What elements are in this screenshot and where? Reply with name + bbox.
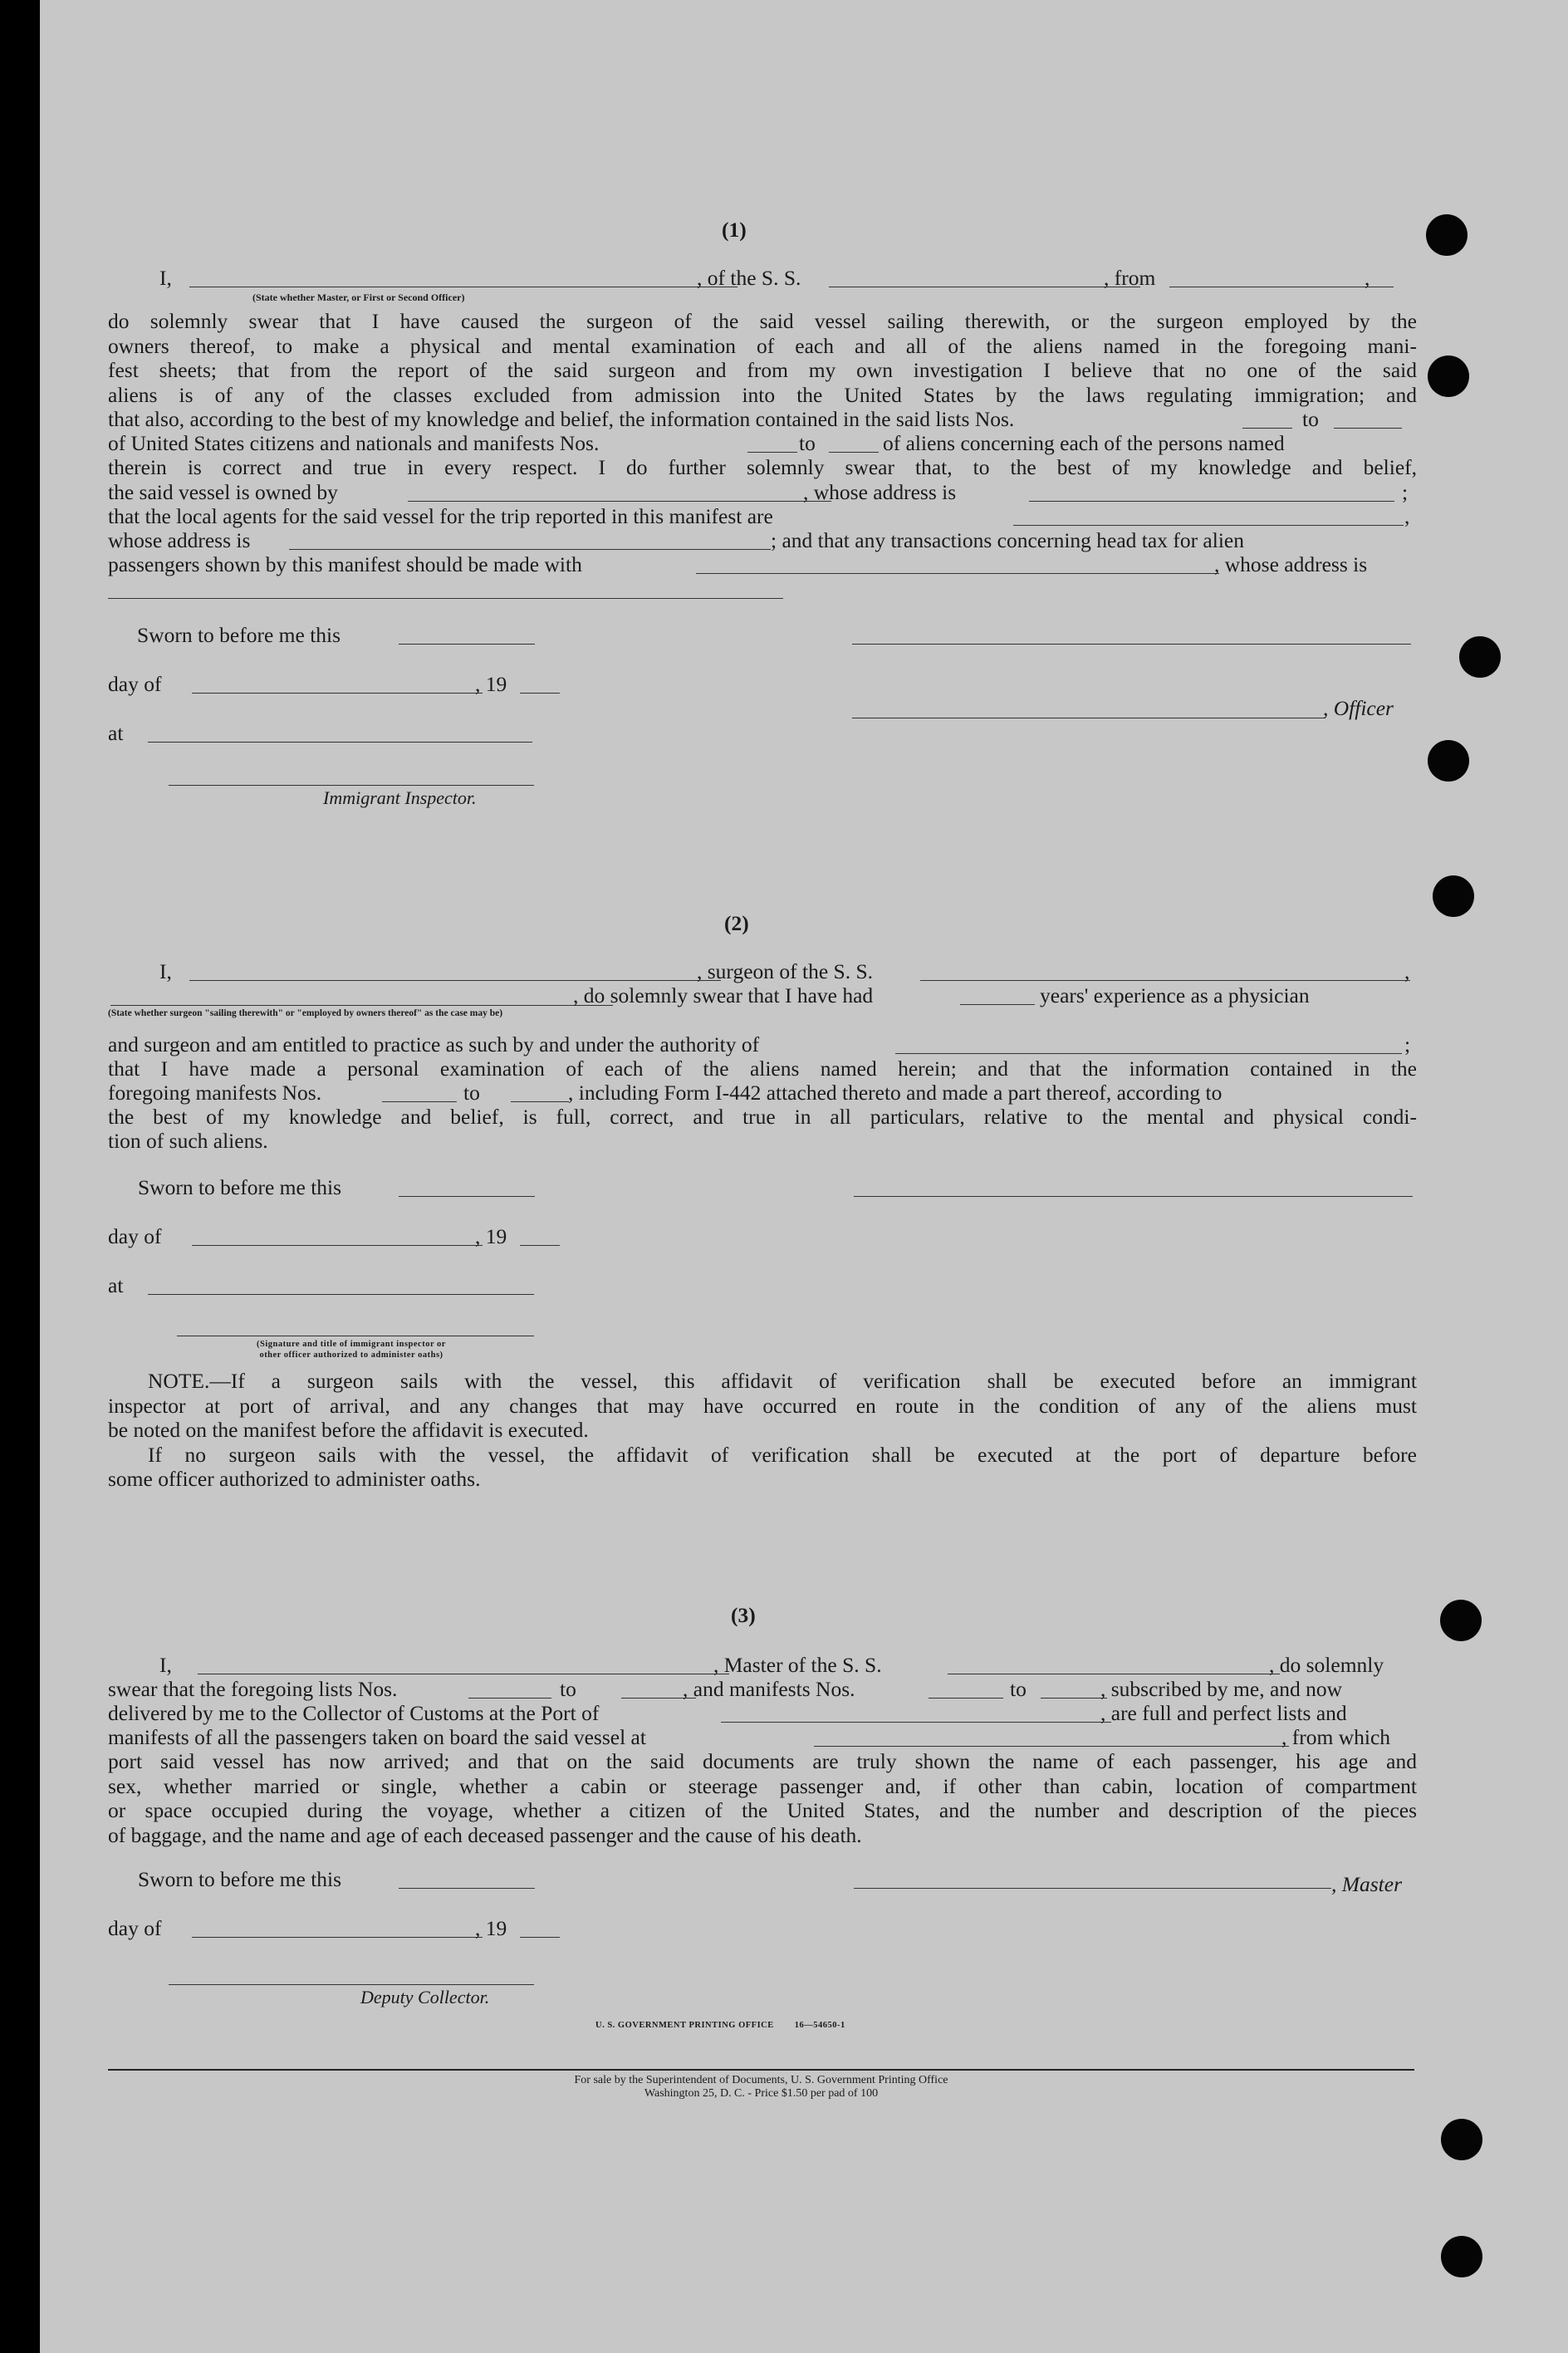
s2-manifests-to-field[interactable] <box>511 1101 569 1102</box>
s2-exam-text: that I have made a personal examination of each of the aliens named herein; and that the information contained in the <box>108 1056 1417 1081</box>
s2-status-note: (State whether surgeon "sailing therewith" or "employed by owners thereof" as the case may be) <box>108 1008 503 1018</box>
s1-owner-address-field[interactable] <box>1029 501 1394 502</box>
s1-semicolon: ; <box>1402 480 1409 504</box>
s3-boarding-port-field[interactable] <box>814 1746 1289 1747</box>
s1-further-text: therein is correct and true in every respect. I do further solemnly swear that, to the best of my knowledge and belief, <box>108 455 1417 479</box>
s1-year: , 19 <box>475 672 507 696</box>
section-2-number: (2) <box>724 911 749 935</box>
s1-manifests-to: to <box>799 431 816 455</box>
s1-headtax-address-field[interactable] <box>108 598 783 599</box>
s2-comma: , <box>1404 959 1410 983</box>
gpo-imprint: U. S. GOVERNMENT PRINTING OFFICE 16—54650-1 <box>595 2021 845 2030</box>
s2-note-line: some officer authorized to administer oaths. <box>108 1467 481 1491</box>
s2-note-line: If no surgeon sails with the vessel, the affidavit of verification shall be executed at the port of departure before <box>148 1442 1417 1467</box>
s2-year-field[interactable] <box>520 1245 560 1246</box>
s1-aliens-text: of aliens concerning each of the persons named <box>883 431 1285 455</box>
s3-lists-from-field[interactable] <box>468 1698 551 1699</box>
s3-day-of: day of <box>108 1916 162 1940</box>
s3-manifests-to-field[interactable] <box>1041 1698 1107 1699</box>
s3-manifests-from-field[interactable] <box>929 1698 1003 1699</box>
form-page <box>40 0 1568 2353</box>
s1-oath-line: owners thereof, to make a physical and mental examination of each and all of the aliens named in the foregoing mani- <box>108 333 1417 358</box>
s1-comma: , <box>1365 266 1370 290</box>
s3-port-field[interactable] <box>721 1722 1111 1723</box>
s2-note-line: inspector at port of arrival, and any changes that may have occurred en route in the condition of any of the aliens must <box>108 1393 1417 1418</box>
s2-tion-text: tion of such aliens. <box>108 1129 268 1153</box>
binder-hole <box>1441 2236 1482 2277</box>
s1-i: I, <box>159 266 172 290</box>
binder-hole <box>1428 355 1469 397</box>
s2-years-field[interactable] <box>960 1004 1035 1005</box>
s1-oath-paragraph <box>108 309 1417 407</box>
s1-owner-field[interactable] <box>408 501 831 502</box>
s2-semicolon: ; <box>1404 1032 1411 1056</box>
s1-owner-address-label: , whose address is <box>803 480 957 504</box>
s1-year-field[interactable] <box>520 693 560 694</box>
s3-year-field[interactable] <box>520 1937 560 1938</box>
s1-at: at <box>108 721 124 745</box>
s1-manifests-from-field[interactable] <box>747 452 797 453</box>
s1-headtax-address-label: , whose address is <box>1214 552 1368 576</box>
s1-oath-line: aliens is of any of the classes excluded from admission into the United States by the laws regulating immigration; and <box>108 382 1417 407</box>
s2-physician-text: years' experience as a physician <box>1040 983 1310 1007</box>
s3-collector-sig-line[interactable] <box>169 1984 534 1985</box>
s1-agents-comma: , <box>1404 504 1410 528</box>
s3-day-of-field[interactable] <box>192 1937 483 1938</box>
s1-manifests-text: of United States citizens and nationals and manifests Nos. <box>108 431 600 455</box>
s2-manifests-text: foregoing manifests Nos. <box>108 1081 322 1105</box>
s1-lists-from-field[interactable] <box>1242 428 1292 429</box>
s1-manifests-to-field[interactable] <box>829 452 879 453</box>
s2-day-of-field[interactable] <box>192 1245 483 1246</box>
s1-lists-to-field[interactable] <box>1334 428 1402 429</box>
s3-year: , 19 <box>475 1916 507 1940</box>
s1-at-field[interactable] <box>148 742 532 743</box>
s1-agents-field[interactable] <box>1013 525 1404 526</box>
s3-oath-line: port said vessel has now arrived; and that on the said documents are truly shown the name of each passenger, his age and <box>108 1749 1417 1773</box>
s2-sig-note-1: (Signature and title of immigrant inspector or <box>257 1340 446 1349</box>
binder-hole <box>1459 636 1501 678</box>
binder-hole <box>1433 875 1474 917</box>
s2-manifests-from-field[interactable] <box>382 1101 457 1102</box>
s1-oath-line: do solemnly swear that I have caused the surgeon of the said vessel sailing therewith, or the surgeon employed by the <box>108 309 1417 333</box>
s2-at-field[interactable] <box>148 1294 534 1295</box>
s2-exam-line <box>108 1056 1417 1081</box>
sale-line-2: Washington 25, D. C. - Price $1.50 per pad of 100 <box>644 2087 879 2100</box>
s3-lists-text: swear that the foregoing lists Nos. <box>108 1677 398 1701</box>
s2-sworn-date-field[interactable] <box>399 1196 535 1197</box>
s3-boarded-text: manifests of all the passengers taken on board the said vessel at <box>108 1725 646 1749</box>
s2-vessel-field[interactable] <box>920 980 1410 981</box>
s2-surgeon-sig-line[interactable] <box>854 1196 1413 1197</box>
s1-headtax-party-field[interactable] <box>696 573 1219 574</box>
s3-collector-text: delivered by me to the Collector of Customs at the Port of <box>108 1701 600 1725</box>
s3-perfect-text: , are full and perfect lists and <box>1100 1701 1347 1725</box>
footer-rule <box>108 2069 1414 2071</box>
s1-agents-address-field[interactable] <box>289 549 771 550</box>
s3-i: I, <box>159 1653 172 1677</box>
s1-day-of: day of <box>108 672 162 696</box>
s1-inspector-label: Immigrant Inspector. <box>323 787 477 808</box>
s3-collector-label: Deputy Collector. <box>360 1987 490 2007</box>
binder-hole <box>1441 2119 1482 2160</box>
s3-sworn: Sworn to before me this <box>138 1867 342 1891</box>
s2-surgeon-status-field[interactable] <box>110 1005 613 1006</box>
s1-rank-note: (State whether Master, or First or Second Officer) <box>252 292 465 303</box>
section-3-number: (3) <box>731 1603 756 1627</box>
s1-oath-line: fest sheets; that from the report of the said surgeon and from my own investigation I believe that no one of the said <box>108 358 1417 382</box>
s2-belief-line <box>108 1105 1417 1130</box>
s2-note-line: be noted on the manifest before the affidavit is executed. <box>108 1418 589 1442</box>
s2-year: , 19 <box>475 1224 507 1248</box>
s1-headtax-text: ; and that any transactions concerning head tax for alien <box>771 528 1244 552</box>
s1-lists-text: that also, according to the best of my knowledge and belief, the information contained in the said lists Nos. <box>108 407 1015 431</box>
s3-oath-line: sex, whether married or single, whether a cabin or steerage passenger and, if other than cabin, location of compartment <box>108 1773 1417 1798</box>
s2-to: to <box>463 1081 480 1105</box>
s2-i: I, <box>159 959 172 983</box>
binder-hole <box>1440 1600 1482 1641</box>
sale-line-1: For sale by the Superintendent of Documents, U. S. Government Printing Office <box>574 2074 948 2086</box>
s3-master-label: , Master <box>1331 1872 1402 1896</box>
s2-note-paragraph <box>108 1369 1417 1492</box>
s2-at: at <box>108 1273 124 1297</box>
s1-owned-by: the said vessel is owned by <box>108 480 338 504</box>
s3-master-of: , Master of the S. S. <box>713 1653 882 1677</box>
s2-form-text: , including Form I-442 attached thereto and made a part thereof, according to <box>568 1081 1223 1105</box>
s3-subscribed-text: , subscribed by me, and now <box>1100 1677 1343 1701</box>
s3-sworn-date-field[interactable] <box>399 1888 535 1889</box>
s3-master-sig-line[interactable] <box>854 1888 1331 1889</box>
binder-hole <box>1428 740 1469 782</box>
s2-sworn: Sworn to before me this <box>138 1175 342 1199</box>
s3-oath-line: of baggage, and the name and age of each deceased passenger and the cause of his death. <box>108 1822 862 1847</box>
s3-manifests-text: , and manifests Nos. <box>683 1677 855 1701</box>
s1-lists-to: to <box>1302 407 1319 431</box>
binder-hole <box>1426 214 1468 256</box>
s3-lists-to: to <box>560 1677 576 1701</box>
s1-day-of-field[interactable] <box>192 693 483 694</box>
s1-officer-sig-line-1[interactable] <box>852 644 1411 645</box>
s1-of-ss: , of the S. S. <box>697 266 801 290</box>
s1-further-line <box>108 455 1417 480</box>
s2-surgeon-of: , surgeon of the S. S. <box>697 959 874 983</box>
s1-from: , from <box>1104 266 1156 290</box>
s3-from-which: , from which <box>1281 1725 1391 1749</box>
s1-agents-text: that the local agents for the said vessel for the trip reported in this manifest are <box>108 504 773 528</box>
s1-passengers-text: passengers shown by this manifest should be made with <box>108 552 582 576</box>
s2-authority-text: and surgeon and am entitled to practice as such by and under the authority of <box>108 1032 760 1056</box>
s1-agents-address-label: whose address is <box>108 528 251 552</box>
s2-belief-text: the best of my knowledge and belief, is full, correct, and true in all particulars, relative to the mental and physical condi- <box>108 1105 1417 1129</box>
s3-oath-line: or space occupied during the voyage, whether a citizen of the United States, and the number and description of the pieces <box>108 1798 1417 1822</box>
s2-years-text: , do solemnly swear that I have had <box>573 983 874 1007</box>
s2-note-line: NOTE.—If a surgeon sails with the vessel, this affidavit of verification shall be executed before an immigrant <box>148 1369 1417 1393</box>
s1-inspector-sig-line[interactable] <box>169 785 534 786</box>
s3-oath-paragraph <box>108 1749 1417 1847</box>
s3-manifests-to: to <box>1010 1677 1027 1701</box>
s2-authority-field[interactable] <box>895 1053 1402 1054</box>
s1-officer-label: , Officer <box>1323 696 1394 720</box>
s2-surgeon-name-field[interactable] <box>189 980 721 981</box>
s3-solemnly: , do solemnly <box>1269 1653 1384 1677</box>
s2-day-of: day of <box>108 1224 162 1248</box>
s2-sig-note-2: other officer authorized to administer oaths) <box>259 1351 443 1360</box>
s1-sworn-date-field[interactable] <box>399 644 535 645</box>
s1-sworn: Sworn to before me this <box>137 623 341 647</box>
section-1-number: (1) <box>722 218 747 242</box>
